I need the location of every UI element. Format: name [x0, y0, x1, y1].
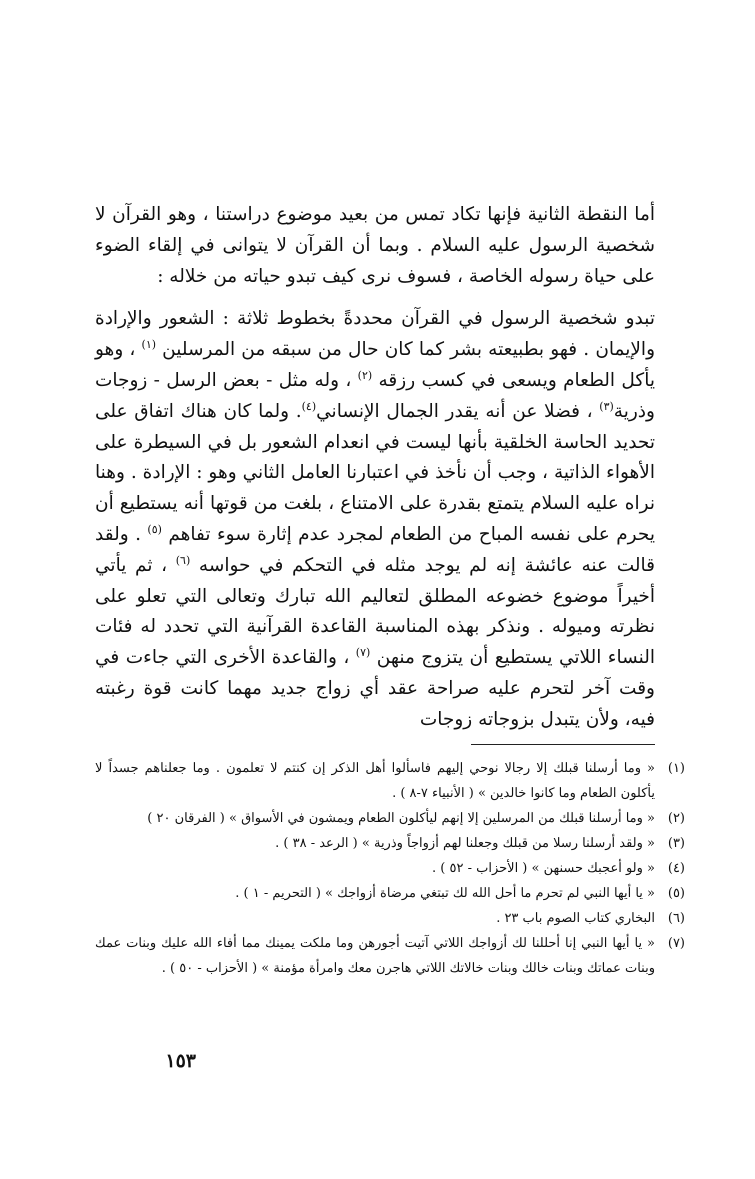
footnote-item — [95, 806, 685, 831]
paragraph-text: . ولقد قالت عنه عائشة إنه لم يوجد مثله في التحكم في حواسه — [95, 523, 655, 576]
footnote-item — [95, 856, 685, 881]
body-paragraph — [95, 304, 655, 735]
footnote-item — [95, 906, 685, 931]
paragraph-text: ، وهو يأكل الطعام ويسعى في كسب رزقه — [95, 339, 655, 391]
footnote-text: « وما أرسلنا قبلك إلا رجالا نوحي إليهم فاسألوا أهل الذكر إن كنتم لا تعلمون . وما جعلناهم جسداً لا يأكلون الطعام وما كانوا خالدين » ( الأنبياء ٧-٨ ) . — [95, 761, 655, 801]
paragraph-text: ، والقاعدة الأخرى التي جاءت في وقت آخر لتحرم عليه صراحة عقد أي زواج جديد مهما كانت قوة رغبته فيه، ولأن يتبدل بزوجاته زوجات — [95, 647, 655, 730]
paragraph-text: تبدو شخصية الرسول في القرآن محددةً بخطوط ثلاثة : الشعور والإرادة والإيمان . فهو بطبيعته بشر كما كان حال من سبقه من المرسلين — [95, 308, 656, 361]
footnote-reference: (٤) — [301, 399, 317, 413]
footnote-number: (٦) — [667, 911, 685, 926]
footnote-text: البخاري كتاب الصوم باب ٢٣ . — [496, 911, 655, 926]
footnote-number: (١) — [667, 761, 685, 776]
footnote-number: (٤) — [667, 861, 685, 876]
footnote-item — [95, 931, 685, 981]
footnote-reference: (٥) — [147, 522, 162, 536]
main-text-body — [95, 200, 655, 736]
footnote-reference: (١) — [141, 338, 157, 352]
paragraph-text: . ولما كان هناك اتفاق على تحديد الحاسة الخلقية بأنها ليست في انعدام الشعور بل في السيطرة على الأهواء الذاتية ، وجب أن نأخذ في اعتبارنا العامل الثاني وهو : الإرادة . وهنا نراه عليه السلام يتمتع بقدرة على الامتناع ، بلغت من قوتها أنه يستطيع أن يحرم على نفسه المباح من الطعام لمجرد عدم إثارة سوء تفاهم — [95, 400, 655, 545]
footnote-reference: (٧) — [355, 646, 371, 659]
footnote-text: « وما أرسلنا قبلك من المرسلين إلا إنهم ليأكلون الطعام ويمشون في الأسواق » ( الفرقان ٢٠ ) — [147, 811, 655, 826]
paragraph-text: أما النقطة الثانية فإنها تكاد تمس من بعيد موضوع دراستنا ، وهو القرآن لا شخصية الرسول عليه السلام . وبما أن القرآن لا يتوانى في إلقاء الضوء على حياة رسوله الخاصة ، فسوف نرى كيف تبدو حياته من خلاله : — [95, 204, 655, 287]
footnote-reference: (٦) — [175, 553, 191, 567]
footnote-item — [95, 756, 685, 806]
footnote-text: « ولقد أرسلنا رسلا من قبلك وجعلنا لهم أزواجاً وذرية » ( الرعد - ٣٨ ) . — [275, 836, 655, 851]
footnote-number: (٣) — [667, 836, 685, 851]
footnote-reference: (٣) — [599, 399, 614, 413]
footnotes-list — [95, 756, 685, 981]
footnote-text: « ولو أعجبك حسنهن » ( الأحزاب - ٥٢ ) . — [432, 861, 655, 876]
paragraph-text: ، ثم يأتي أخيراً موضوع خضوعه المطلق لتعاليم الله تبارك وتعالى التي تعلو على نظرته وميوله . ونذكر بهذه المناسبة القاعدة القرآنية التي تحدد له فئات النساء اللاتي يستطيع أن يتزوج منهن — [95, 554, 655, 669]
footnote-number: (٥) — [667, 886, 685, 901]
paragraph-text: ، فضلا عن أنه يقدر الجمال الإنساني — [316, 400, 600, 422]
footnote-number: (٢) — [667, 811, 685, 826]
footnote-separator-rule — [471, 744, 655, 745]
page-number: ١٥٣ — [165, 1050, 196, 1072]
footnote-reference: (٢) — [357, 368, 373, 382]
footnote-text: « يا أيها النبي إنا أحللنا لك أزواجك اللاتي آتيت أجورهن وما ملكت يمينك مما أفاء الله عليك وبنات عمك وبنات عماتك وبنات خالك وبنات خالاتك اللاتي هاجرن معك وامرأة مؤمنة » ( الأحزاب - ٥٠ ) . — [95, 936, 655, 976]
footnote-number: (٧) — [667, 936, 685, 951]
footnote-text: « يا أيها النبي لم تحرم ما أحل الله لك تبتغي مرضاة أزواجك » ( التحريم - ١ ) . — [235, 886, 655, 901]
footnote-item — [95, 881, 685, 906]
footnote-item — [95, 831, 685, 856]
body-paragraph — [95, 200, 655, 292]
paragraph-text: ، وله مثل - بعض الرسل - زوجات وذرية — [95, 369, 655, 422]
